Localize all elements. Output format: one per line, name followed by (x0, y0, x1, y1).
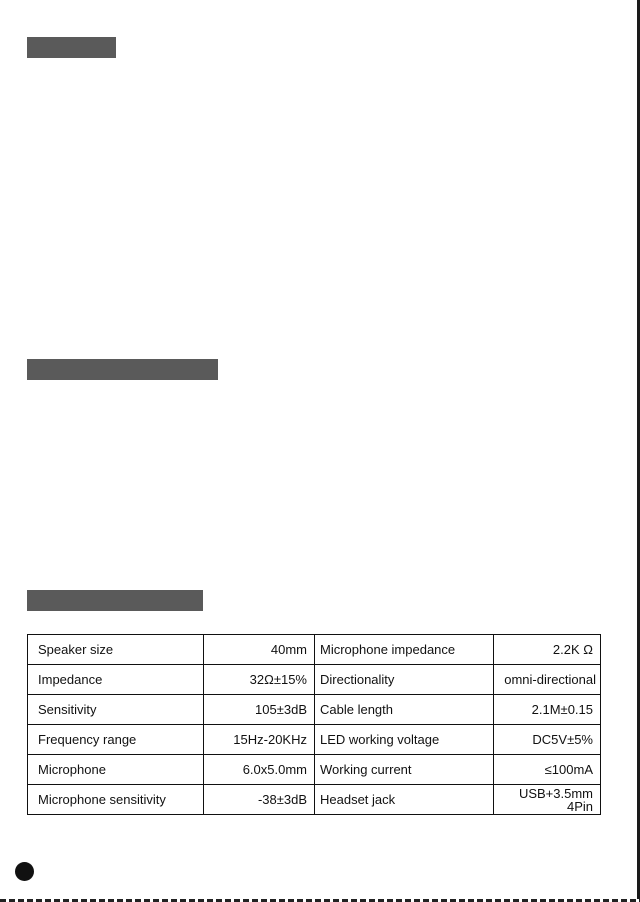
spec-label: Sensitivity (28, 695, 204, 725)
spec-label: Frequency range (28, 725, 204, 755)
spec-value-multiline (494, 785, 601, 815)
spec-value: 32Ω±15% (204, 665, 315, 695)
spec-value: 6.0x5.0mm (204, 755, 315, 785)
spec-label: Headset jack (315, 785, 494, 815)
spec-value: 40mm (204, 635, 315, 665)
spec-label: Microphone (28, 755, 204, 785)
spec-label: LED working voltage (315, 725, 494, 755)
page-marker-dot (15, 862, 34, 881)
spec-label: Cable length (315, 695, 494, 725)
table-row (28, 725, 601, 755)
spec-value: omni-directional (494, 665, 601, 695)
spec-value: 2.2K Ω (494, 635, 601, 665)
spec-value: DC5V±5% (494, 725, 601, 755)
spec-value: -38±3dB (204, 785, 315, 815)
spec-value: 15Hz-20KHz (204, 725, 315, 755)
spec-value: 105±3dB (204, 695, 315, 725)
table-row (28, 755, 601, 785)
table-row (28, 785, 601, 815)
spec-label: Speaker size (28, 635, 204, 665)
section-header-bar-specs (27, 590, 203, 611)
spec-value-line: 4Pin (566, 798, 593, 814)
table-row (28, 665, 601, 695)
spec-value-line: USB+3.5mm (518, 785, 593, 801)
spec-label: Directionality (315, 665, 494, 695)
spec-value: 2.1M±0.15 (494, 695, 601, 725)
spec-label: Microphone impedance (315, 635, 494, 665)
table-row (28, 695, 601, 725)
section-header-bar-2 (27, 359, 218, 380)
spec-label: Working current (315, 755, 494, 785)
section-header-bar-1 (27, 37, 116, 58)
specifications-table (27, 634, 601, 815)
spec-value: ≤100mA (494, 755, 601, 785)
spec-label: Impedance (28, 665, 204, 695)
table-row (28, 635, 601, 665)
spec-label: Microphone sensitivity (28, 785, 204, 815)
